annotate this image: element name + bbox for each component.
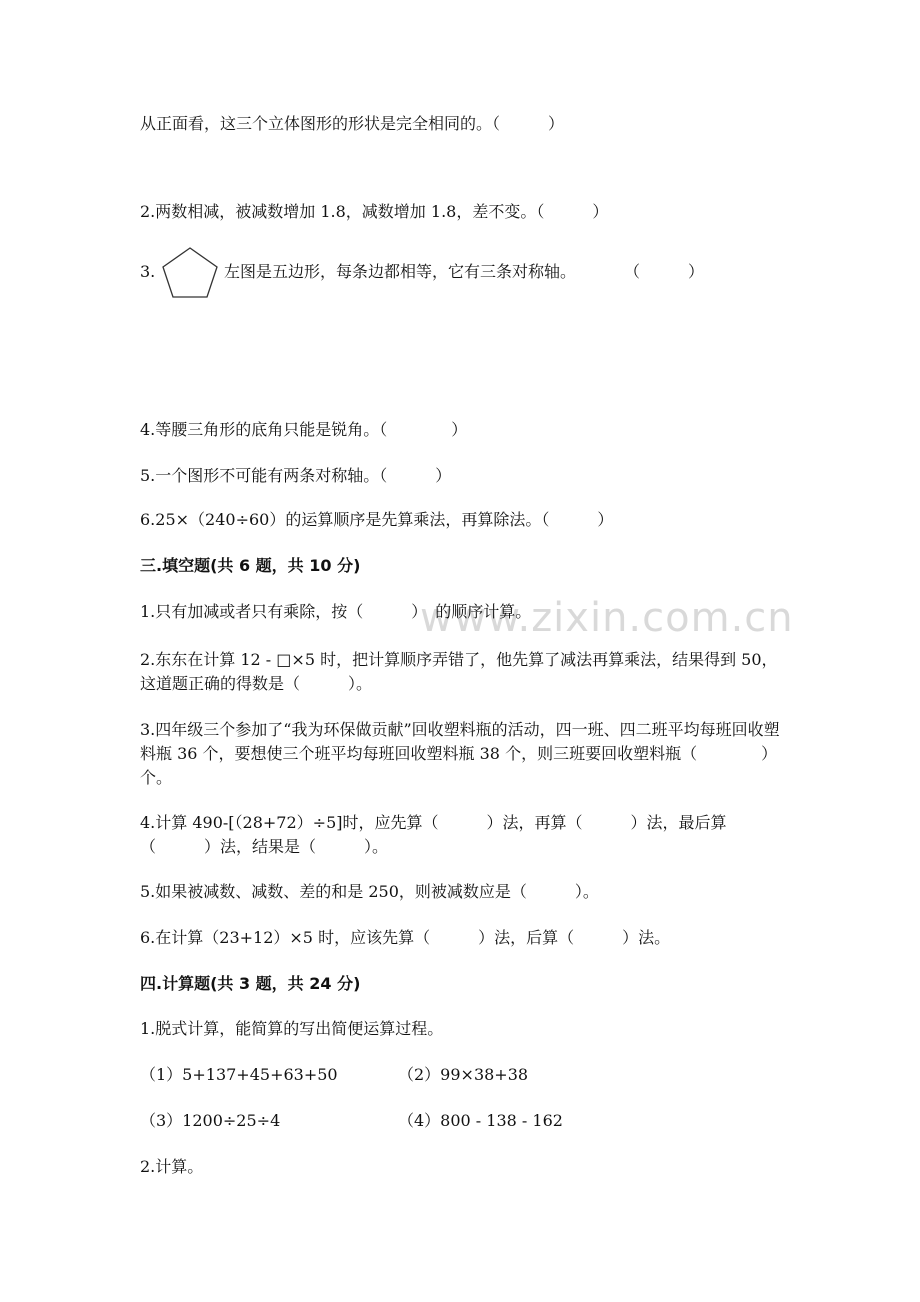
section-title-calc: 四.计算题(共 3 题，共 24 分) <box>140 974 361 993</box>
pentagon-figure <box>160 246 220 300</box>
calc-q2: 2.计算。 <box>140 1157 204 1176</box>
fill-q6: 6.在计算（23+12）×5 时，应该先算（ ）法，后算（ ）法。 <box>140 928 671 947</box>
section-title-fill: 三.填空题(共 6 题，共 10 分) <box>140 556 361 575</box>
fill-q5: 5.如果被减数、减数、差的和是 250，则被减数应是（ ）。 <box>140 882 599 901</box>
fill-q3: 3.四年级三个参加了“我为环保做贡献”回收塑料瓶的活动，四一班、四二班平均每班回收塑料瓶 36 个，要想使三个班平均每班回收塑料瓶 38 个，则三班要回收塑料瓶（ ）个。 <box>140 720 780 787</box>
judge-q4: 4.等腰三角形的底角只能是锐角。（ ） <box>140 420 468 439</box>
judge-q5: 5.一个图形不可能有两条对称轴。（ ） <box>140 466 452 485</box>
calc-q1: 1.脱式计算，能简算的写出简便运算过程。 <box>140 1019 444 1038</box>
fill-q4: 4.计算 490-[（28+72）÷5]时，应先算（ ）法，再算（ ）法，最后算（ ）法，结果是（ ）。 <box>140 813 727 856</box>
calc-row-1 <box>140 1063 780 1087</box>
calc-row-2 <box>140 1109 780 1133</box>
judge-q3 <box>140 260 780 284</box>
calc-item-2: （2）99×38+38 <box>398 1065 529 1084</box>
judge-q3-text: 左图是五边形，每条边都相等，它有三条对称轴。 （ ） <box>224 262 705 281</box>
calc-item-1: （1）5+137+45+63+50 <box>140 1065 338 1084</box>
fill-q1: 1.只有加减或者只有乘除，按（ ） 的顺序计算。 <box>140 602 532 621</box>
fill-q2: 2.东东在计算 12 - □×5 时，把计算顺序弄错了，他先算了减法再算乘法，结果得到 50，这道题正确的得数是（ ）。 <box>140 650 778 693</box>
judge-q2: 2.两数相减，被减数增加 1.8，减数增加 1.8，差不变。（ ） <box>140 202 609 221</box>
judge-q3-number: 3. <box>140 262 156 281</box>
judge-q6: 6.25×（240÷60）的运算顺序是先算乘法，再算除法。（ ） <box>140 510 614 529</box>
calc-item-3: （3）1200÷25÷4 <box>140 1111 281 1130</box>
calc-item-4: （4）800 - 138 - 162 <box>398 1111 563 1130</box>
judge-q1-tail: 从正面看，这三个立体图形的形状是完全相同的。（ ） <box>140 114 565 133</box>
watermark: www.zixin.com.cn <box>420 595 794 641</box>
